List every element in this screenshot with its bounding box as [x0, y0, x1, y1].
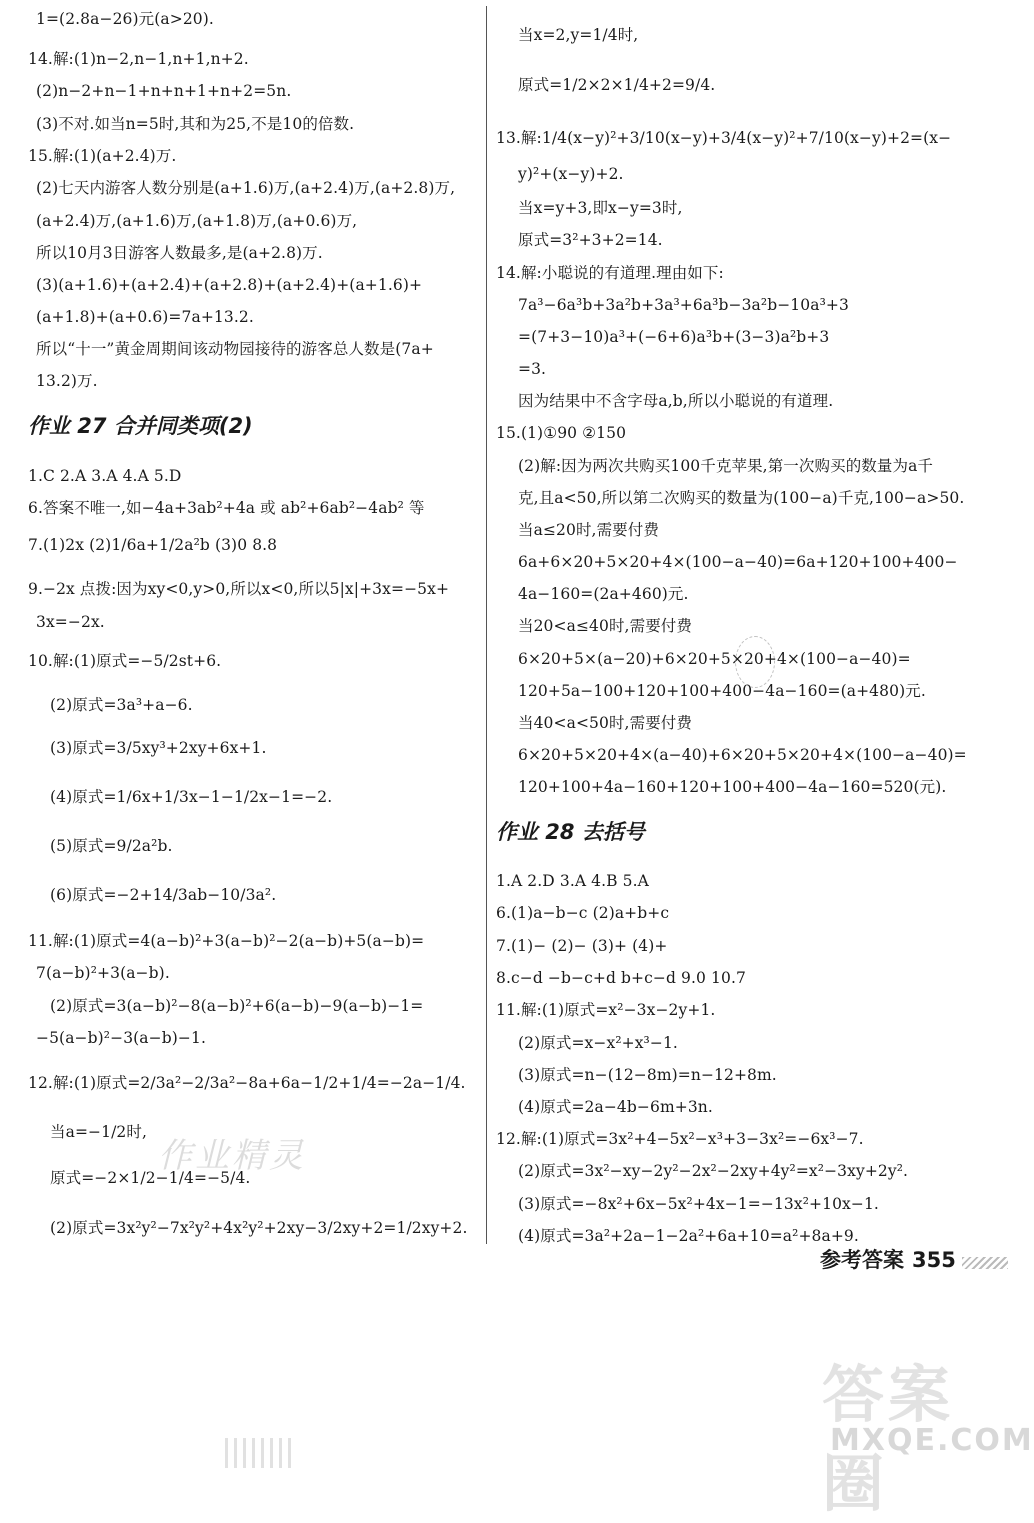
answer-line: (4)原式=3a²+2a−1−2a²+6a+10=a²+8a+9. [518, 1227, 859, 1245]
answer-line: 13.解:1/4(x−y)²+3/10(x−y)+3/4(x−y)²+7/10(x−y)+2=(x− [496, 129, 952, 147]
answer-line: (6)原式=−2+14/3ab−10/3a². [50, 886, 277, 904]
answer-line: (4)原式=1/6x+1/3x−1−1/2x−1=−2. [50, 788, 333, 806]
page-number: 355 [912, 1248, 956, 1272]
answer-line: 8.c−d −b−c+d b+c−d 9.0 10.7 [496, 969, 746, 987]
answer-line: 12.解:(1)原式=2/3a²−2/3a²−8a+6a−1/2+1/4=−2a−1/4. [28, 1074, 466, 1092]
answer-line: 120+100+4a−160+120+100+400−4a−160=520(元). [518, 778, 947, 796]
answer-line: =(7+3−10)a³+(−6+6)a³b+(3−3)a²b+3 [518, 328, 830, 346]
answer-line: (3)原式=3/5xy³+2xy+6x+1. [50, 739, 267, 757]
answer-line: (2)原式=3x²−xy−2y²−2x²−2xy+4y²=x²−3xy+2y². [518, 1162, 909, 1180]
brand-logo [812, 1345, 1034, 1520]
answer-line: 1.C 2.A 3.A 4.A 5.D [28, 467, 182, 485]
brand-logo-text: 答案圈 [822, 1358, 955, 1520]
answer-line: (2)解:因为两次共购买100千克苹果,第一次购买的数量为a千 [518, 457, 934, 475]
answer-line: (3)原式=−8x²+6x−5x²+4x−1=−13x²+10x−1. [518, 1195, 879, 1213]
answer-line: (2)原式=x−x²+x³−1. [518, 1034, 678, 1052]
answer-line: 7.(1)2x (2)1/6a+1/2a²b (3)0 8.8 [28, 536, 278, 554]
answer-line: (2)原式=3a³+a−6. [50, 696, 193, 714]
answer-line: 1.A 2.D 3.A 4.B 5.A [496, 872, 649, 890]
answer-line: (2)原式=3(a−b)²−8(a−b)²+6(a−b)−9(a−b)−1= [50, 997, 424, 1015]
section-heading: 作业 27 合并同类项(2) [28, 414, 253, 438]
answer-line: (2)n−2+n−1+n+n+1+n+2=5n. [36, 82, 292, 100]
answer-line: 7.(1)− (2)− (3)+ (4)+ [496, 937, 668, 955]
answer-line: 原式=−2×1/2−1/4=−5/4. [50, 1169, 251, 1187]
answer-line: 4a−160=(2a+460)元. [518, 585, 689, 603]
footer-decoration [962, 1257, 1008, 1269]
answer-line: 12.解:(1)原式=3x²+4−5x²−x³+3−3x²=−6x³−7. [496, 1130, 864, 1148]
answer-line: 14.解:(1)n−2,n−1,n+1,n+2. [28, 50, 249, 68]
answer-line: (a+1.8)+(a+0.6)=7a+13.2. [36, 308, 254, 326]
answer-line: 当x=y+3,即x−y=3时, [518, 199, 683, 217]
answer-line: 所以10月3日游客人数最多,是(a+2.8)万. [36, 244, 323, 262]
answer-line: 当a≤20时,需要付费 [518, 521, 659, 539]
answer-line: 6.答案不唯一,如−4a+3ab²+4a 或 ab²+6ab²−4ab² 等 [28, 499, 425, 517]
answer-line: 克,且a<50,所以第二次购买的数量为(100−a)千克,100−a>50. [518, 489, 965, 507]
edge-artifact [225, 1438, 295, 1468]
answer-line: 13.2)万. [36, 372, 98, 390]
answer-line: (4)原式=2a−4b−6m+3n. [518, 1098, 713, 1116]
answer-line: (2)七天内游客人数分别是(a+1.6)万,(a+2.4)万,(a+2.8)万, [36, 179, 456, 197]
answer-line: 当a=−1/2时, [50, 1123, 147, 1141]
answer-line: 原式=3²+3+2=14. [518, 231, 663, 249]
answer-line: 1=(2.8a−26)元(a>20). [36, 10, 214, 28]
answer-line: 15.解:(1)(a+2.4)万. [28, 147, 177, 165]
answer-line: 120+5a−100+120+100+400−4a−160=(a+480)元. [518, 682, 926, 700]
answer-line: 当x=2,y=1/4时, [518, 26, 639, 44]
answer-line: 7(a−b)²+3(a−b). [36, 964, 170, 982]
answer-line: 因为结果中不含字母a,b,所以小聪说的有道理. [518, 392, 834, 410]
answer-line: 11.解:(1)原式=x²−3x−2y+1. [496, 1001, 716, 1019]
answer-line: 6×20+5×20+4×(a−40)+6×20+5×20+4×(100−a−40)= [518, 746, 967, 764]
answer-line: 11.解:(1)原式=4(a−b)²+3(a−b)²−2(a−b)+5(a−b)= [28, 932, 425, 950]
answer-line: (3)(a+1.6)+(a+2.4)+(a+2.8)+(a+2.4)+(a+1.6)+ [36, 276, 423, 294]
answer-line: 所以“十一”黄金周期间该动物园接待的游客总人数是(7a+ [36, 340, 434, 358]
footer-label: 参考答案 [820, 1248, 904, 1272]
answer-line: 7a³−6a³b+3a²b+3a³+6a³b−3a²b−10a³+3 [518, 296, 849, 314]
answer-line: 10.解:(1)原式=−5/2st+6. [28, 652, 222, 670]
page-footer [820, 1244, 1008, 1274]
answer-line: (5)原式=9/2a²b. [50, 837, 173, 855]
answer-line: 6a+6×20+5×20+4×(100−a−40)=6a+120+100+400− [518, 553, 958, 571]
answer-line: (3)不对.如当n=5时,其和为25,不是10的倍数. [36, 115, 355, 133]
answer-line: 原式=1/2×2×1/4+2=9/4. [518, 76, 716, 94]
answer-line: (a+2.4)万,(a+1.6)万,(a+1.8)万,(a+0.6)万, [36, 212, 358, 230]
answer-line: 当40<a<50时,需要付费 [518, 714, 692, 732]
watermark-text: 作业精灵 [158, 1136, 306, 1176]
stamp-mark [735, 636, 775, 688]
column-divider [486, 6, 487, 1244]
section-heading: 作业 28 去括号 [496, 820, 645, 844]
brand-url-text: MXQE.COM [830, 1423, 1034, 1458]
answer-line: 6×20+5×(a−20)+6×20+5×20+4×(100−a−40)= [518, 650, 911, 668]
answer-line: 9.−2x 点拨:因为xy<0,y>0,所以x<0,所以5|x|+3x=−5x+ [28, 580, 450, 598]
answer-line: (2)原式=3x²y²−7x²y²+4x²y²+2xy−3/2xy+2=1/2xy+2. [50, 1219, 468, 1237]
answer-line: 3x=−2x. [36, 613, 105, 631]
answer-line: =3. [518, 360, 547, 378]
answer-line: 6.(1)a−b−c (2)a+b+c [496, 904, 670, 922]
answer-line: 15.(1)①90 ②150 [496, 424, 627, 442]
answer-line: y)²+(x−y)+2. [518, 165, 624, 183]
answer-line: 14.解:小聪说的有道理.理由如下: [496, 264, 724, 282]
answer-line: 当20<a≤40时,需要付费 [518, 617, 692, 635]
answer-line: (3)原式=n−(12−8m)=n−12+8m. [518, 1066, 777, 1084]
answer-line: −5(a−b)²−3(a−b)−1. [36, 1029, 206, 1047]
